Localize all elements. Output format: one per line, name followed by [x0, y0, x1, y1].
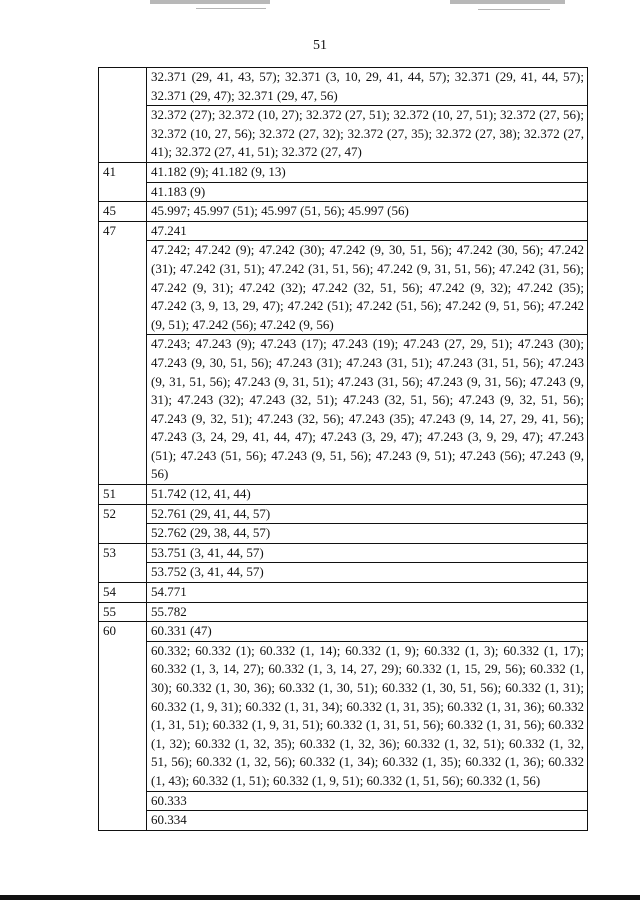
table-row — [99, 622, 588, 642]
code-entry-cell: 53.752 (3, 41, 44, 57) — [147, 563, 588, 583]
code-entry-cell: 47.241 — [147, 221, 588, 241]
scan-artifact — [450, 0, 565, 4]
code-entry-cell: 60.333 — [147, 791, 588, 811]
table-row — [99, 543, 588, 563]
table-row — [99, 563, 588, 583]
table-row — [99, 182, 588, 202]
scan-artifact — [196, 8, 266, 9]
section-code-cell — [99, 68, 147, 163]
code-entry-cell: 47.243; 47.243 (9); 47.243 (17); 47.243 (19); 47.243 (27, 29, 51); 47.243 (30); 47.243 (9, 30, 51, 56); 47.243 (31); 47.243 (31, 51); 47.243 (31, 51, 56); 47.243 (9, 31, 51, 56); 47.243 (9, 31, 51); 47.243 (31, 56); 47.243 (9, 31, 56); 47.243 (9, 31); 47.243 (32); 47.243 (32, 51); 47.243 (32, 51, 56); 47.243 (9, 32, 51, 56); 47.243 (9, 32, 51); 47.243 (32, 56); 47.243 (35); 47.243 (9, 14, 27, 29, 41, 56); 47.243 (3, 24, 29, 41, 44, 47); 47.243 (3, 29, 47); 47.243 (3, 9, 29, 47); 47.243 (51); 47.243 (51, 56); 47.243 (9, 51, 56); 47.243 (9, 51); 47.243 (56); 47.243 (9, 56) — [147, 335, 588, 485]
section-code-cell: 45 — [99, 202, 147, 222]
table-row — [99, 202, 588, 222]
code-table — [98, 67, 588, 831]
table-row — [99, 811, 588, 831]
section-code-cell: 52 — [99, 504, 147, 543]
code-entry-cell: 60.331 (47) — [147, 622, 588, 642]
table-row — [99, 68, 588, 106]
section-code-cell: 41 — [99, 162, 147, 201]
table-row — [99, 241, 588, 335]
code-entry-cell: 51.742 (12, 41, 44) — [147, 485, 588, 505]
table-row — [99, 335, 588, 485]
table-row — [99, 162, 588, 182]
page-number: 51 — [313, 38, 327, 53]
code-entry-cell: 41.183 (9) — [147, 182, 588, 202]
section-code-cell: 47 — [99, 221, 147, 484]
code-entry-cell: 41.182 (9); 41.182 (9, 13) — [147, 162, 588, 182]
code-entry-cell: 53.751 (3, 41, 44, 57) — [147, 543, 588, 563]
code-entry-cell: 52.762 (29, 38, 44, 57) — [147, 524, 588, 544]
table-row — [99, 485, 588, 505]
section-code-cell: 60 — [99, 622, 147, 831]
table-row — [99, 641, 588, 791]
code-entry-cell: 52.761 (29, 41, 44, 57) — [147, 504, 588, 524]
table-row — [99, 583, 588, 603]
code-entry-cell: 45.997; 45.997 (51); 45.997 (51, 56); 45.997 (56) — [147, 202, 588, 222]
code-entry-cell: 54.771 — [147, 583, 588, 603]
table-row — [99, 504, 588, 524]
code-entry-cell: 55.782 — [147, 602, 588, 622]
scan-artifact — [150, 0, 270, 4]
section-code-cell: 53 — [99, 543, 147, 582]
section-code-cell: 51 — [99, 485, 147, 505]
table-row — [99, 791, 588, 811]
scan-artifact — [0, 895, 640, 900]
section-code-cell: 55 — [99, 602, 147, 622]
scan-artifact — [478, 9, 550, 10]
table-row — [99, 602, 588, 622]
code-entry-cell: 60.334 — [147, 811, 588, 831]
table-row — [99, 221, 588, 241]
code-entry-cell: 32.371 (29, 41, 43, 57); 32.371 (3, 10, 29, 41, 44, 57); 32.371 (29, 41, 44, 57); 32.371 (29, 47); 32.371 (29, 47, 56) — [147, 68, 588, 106]
section-code-cell: 54 — [99, 583, 147, 603]
code-entry-cell: 32.372 (27); 32.372 (10, 27); 32.372 (27, 51); 32.372 (10, 27, 51); 32.372 (27, 56); 32.372 (10, 27, 56); 32.372 (27, 32); 32.372 (27, 35); 32.372 (27, 38); 32.372 (27, 41); 32.372 (27, 41, 51); 32.372 (27, 47) — [147, 106, 588, 163]
code-entry-cell: 47.242; 47.242 (9); 47.242 (30); 47.242 (9, 30, 51, 56); 47.242 (30, 56); 47.242 (31); 47.242 (31, 51); 47.242 (31, 51, 56); 47.242 (9, 31, 51, 56); 47.242 (31, 56); 47.242 (9, 31); 47.242 (32); 47.242 (32, 51, 56); 47.242 (9, 32); 47.242 (35); 47.242 (3, 9, 13, 29, 47); 47.242 (51); 47.242 (51, 56); 47.242 (9, 51, 56); 47.242 (9, 51); 47.242 (56); 47.242 (9, 56) — [147, 241, 588, 335]
table-row — [99, 106, 588, 163]
table-row — [99, 524, 588, 544]
code-entry-cell: 60.332; 60.332 (1); 60.332 (1, 14); 60.332 (1, 9); 60.332 (1, 3); 60.332 (1, 17); 60.332 (1, 3, 14, 27); 60.332 (1, 3, 14, 27, 29); 60.332 (1, 15, 29, 56); 60.332 (1, 30); 60.332 (1, 30, 36); 60.332 (1, 30, 51); 60.332 (1, 30, 51, 56); 60.332 (1, 31); 60.332 (1, 9, 31); 60.332 (1, 31, 34); 60.332 (1, 31, 35); 60.332 (1, 31, 36); 60.332 (1, 31, 51); 60.332 (1, 9, 31, 51); 60.332 (1, 31, 51, 56); 60.332 (1, 31, 56); 60.332 (1, 32); 60.332 (1, 32, 35); 60.332 (1, 32, 36); 60.332 (1, 32, 51); 60.332 (1, 32, 51, 56); 60.332 (1, 32, 56); 60.332 (1, 34); 60.332 (1, 35); 60.332 (1, 36); 60.332 (1, 43); 60.332 (1, 51); 60.332 (1, 9, 51); 60.332 (1, 51, 56); 60.332 (1, 56) — [147, 641, 588, 791]
